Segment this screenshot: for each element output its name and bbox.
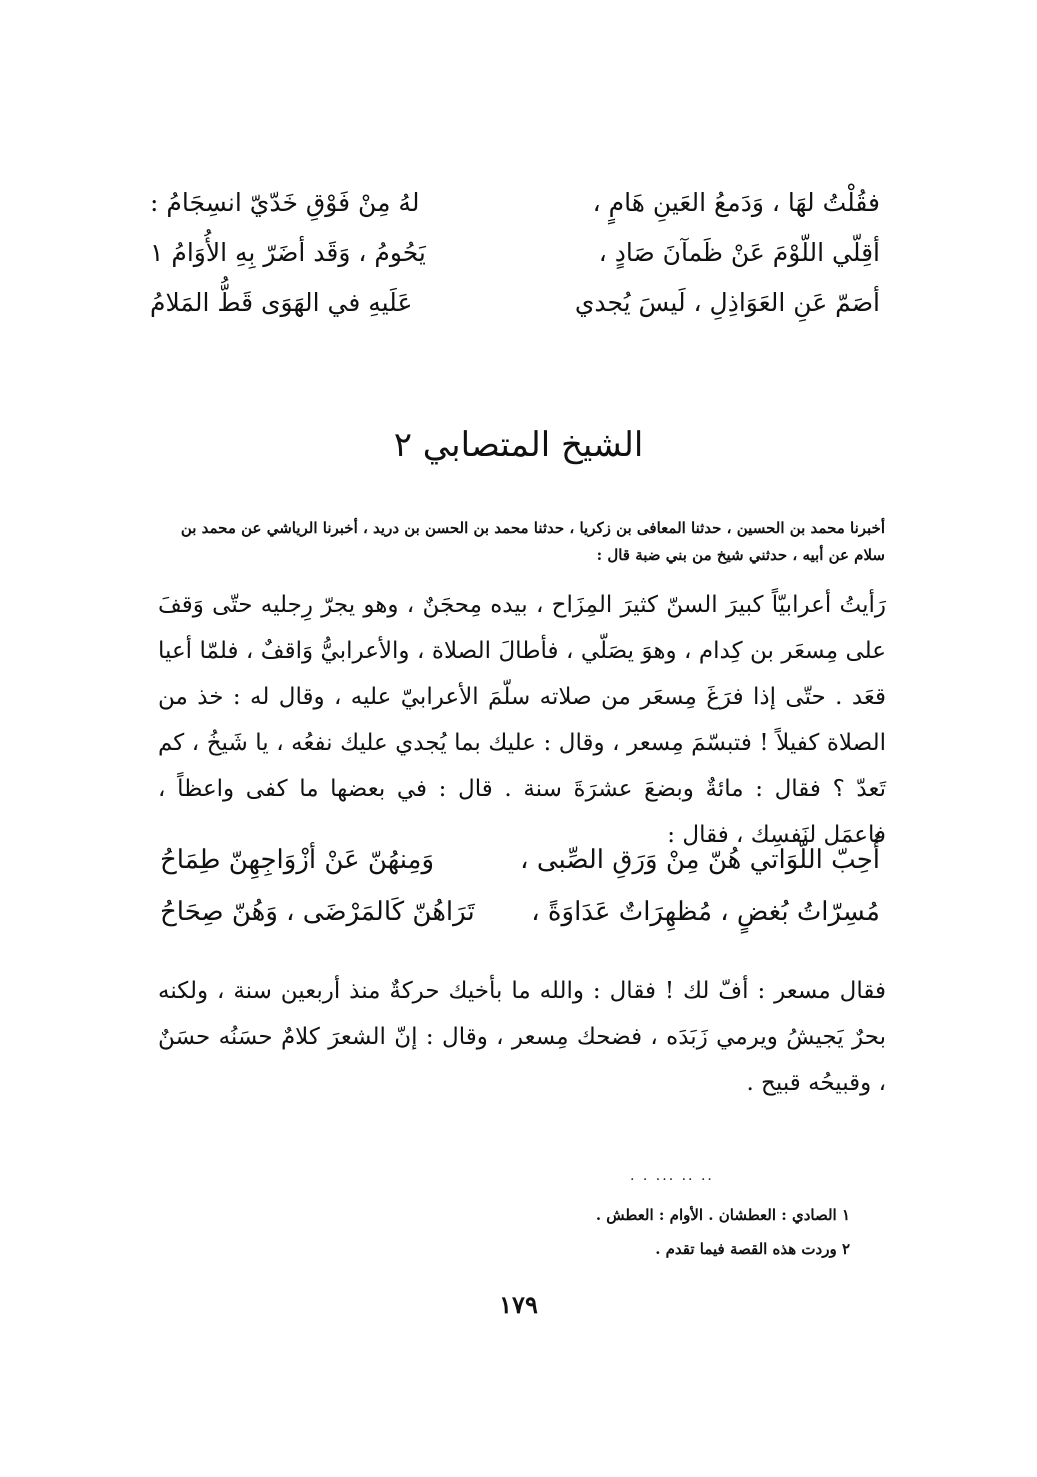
verse-line <box>150 288 880 338</box>
verse-second-hemistich: يَحُومُ ، وَقَد أضَرّ بِهِ الأُوَامُ ١ <box>150 238 426 267</box>
closing-paragraph: فقال مسعر : أفّ لك ! فقال : والله ما بأخيك حركةٌ منذ أربعين سنة ، ولكنه بحرٌ يَجيشُ ويرمي زَبَدَه ، فضحك مِسعر ، وقال : إنّ الشعرَ كلامٌ حسَنُه حسَنٌ ، وقبيحُه قبيح . <box>158 978 886 1096</box>
isnad-paragraph: أخبرنا محمد بن الحسين ، حدثنا المعافى بن زكريا ، حدثنا محمد بن الحسن بن دريد ، أخبرنا الرياشي عن محمد بن سلام عن أبيه ، حدثني شيخ من بني ضبة قال : <box>180 519 885 564</box>
verse-first-hemistich: أقِلّي اللّوْمَ عَنْ ظَمآنَ صَادٍ ، <box>598 238 880 267</box>
verse-first-hemistich: أُحِبّ اللّوَاتي هُنّ مِنْ وَرَقِ الصِّبى ، <box>520 845 880 875</box>
footnote-separator: . . ... .. .. <box>630 1168 714 1184</box>
verse-first-hemistich: مُسِرّاتُ بُغضٍ ، مُظهِرَاتٌ عَدَاوَةً ، <box>531 897 880 927</box>
verse-second-hemistich: وَمِنهُنّ عَنْ أزْوَاجِهِنّ طِمَاحُ <box>160 845 435 875</box>
poem-middle <box>160 845 880 949</box>
story-paragraph: رَأيتُ أعرابيّاً كبيرَ السنّ كثيرَ المِزَاح ، بيده مِحجَنٌ ، وهو يجرّ رِجليه حتّى وَقفَ على مِسعَر بن كِدام ، وهوَ يصَلّي ، فأطالَ الصلاة ، والأعرابيُّ وَاقفٌ ، فلمّا أعيا قعَد . حتّى إذا فرَغَ مِسعَر من صلاته سلّمَ الأعرابيّ عليه ، وقال له : خذ من الصلاة كفيلاً ! فتبسّمَ مِسعر ، وقال : عليك بما يُجدي عليك نفعُه ، يا شَيخُ ، كم تَعدّ ؟ فقال : مائةٌ وبضعَ عشرَةَ سنة . قال : في بعضها ما كفى واعظاً ، فاعمَل لنَفسِك ، فقال : <box>158 592 886 848</box>
verse-line <box>150 238 880 288</box>
section-title: الشيخ المتصابي ٢ <box>393 425 644 465</box>
verse-line <box>150 188 880 238</box>
verse-line <box>160 897 880 949</box>
verse-second-hemistich: عَلَيهِ في الهَوَى قَطُّ المَلامُ <box>150 288 413 317</box>
verse-second-hemistich: لهُ مِنْ فَوْقِ خَدّيّ انسِجَامُ : <box>150 188 420 217</box>
footnote-1: ١ الصادي : العطشان . الأوام : العطش . <box>595 1206 850 1224</box>
poem-top <box>150 188 880 338</box>
footnotes <box>160 1198 850 1266</box>
verse-second-hemistich: تَرَاهُنّ كَالمَرْضَى ، وَهُنّ صِحَاحُ <box>160 897 475 927</box>
footnote-2: ٢ وردت هذه القصة فيما تقدم . <box>655 1240 850 1258</box>
verse-first-hemistich: أصَمّ عَنِ العَوَاذِلِ ، لَيسَ يُجدي <box>574 288 880 317</box>
verse-first-hemistich: فقُلْتُ لهَا ، وَدَمعُ العَينِ هَامٍ ، <box>592 188 880 217</box>
verse-line <box>160 845 880 897</box>
page-number: ١٧٩ <box>499 1290 538 1319</box>
